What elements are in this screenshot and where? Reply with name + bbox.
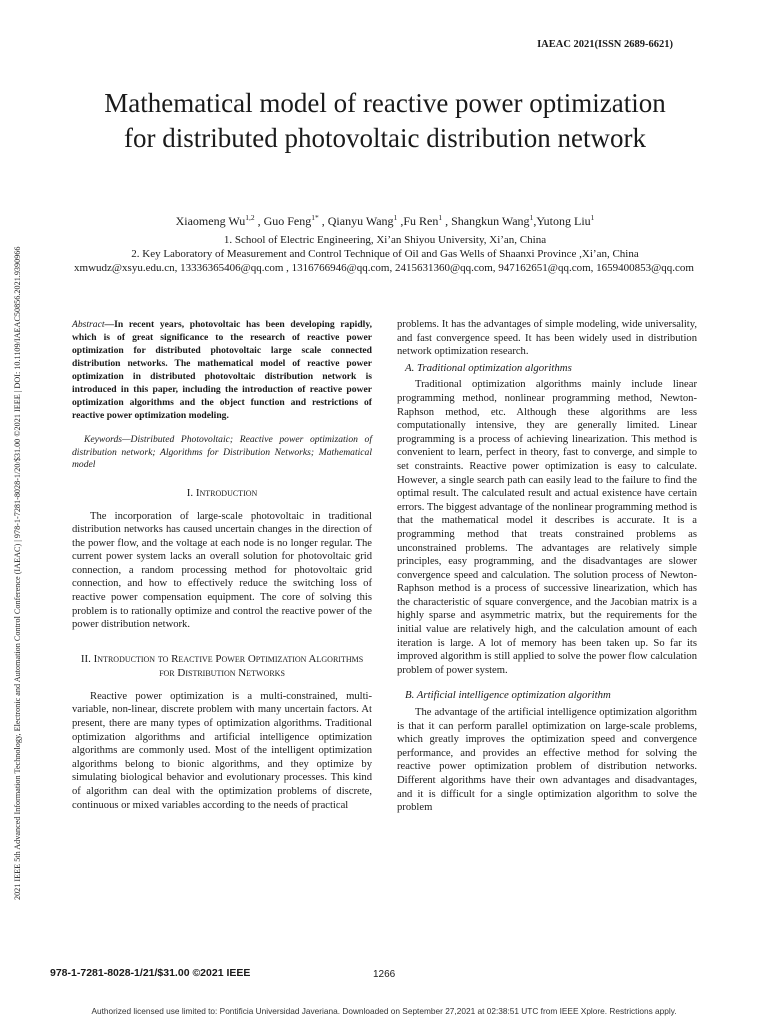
- affiliation-1: 1. School of Electric Engineering, Xi’an Shiyou University, Xi’an, China: [223, 234, 547, 246]
- author-separator: ,: [318, 214, 328, 228]
- author-affiliation-mark: 1: [590, 213, 595, 222]
- side-citation: 2021 IEEE 5th Advanced Information Technology, Electronic and Automation Control Conference (IAEAC) | 978-1-7281-8028-1/20/$31.00 ©2021 IEEE | DOI: 10.1109/IAEAC50856.2021.9390966: [13, 246, 22, 900]
- author-separator: ,: [442, 214, 452, 228]
- abstract: [72, 318, 372, 422]
- section-2-heading: II. Introduction to Reactive Power Optimization Algorithms for Distribution Networks: [80, 652, 364, 679]
- subsection-a-heading: A. Traditional optimization algorithms: [405, 361, 572, 374]
- author-affiliation-mark: 1*: [311, 213, 319, 222]
- section-1-heading: I. Introduction: [186, 486, 258, 499]
- abstract-text: —In recent years, photovoltaic has been developing rapidly, which is of great significance to the research of reactive power optimization for distributed photovoltaic large scale connected distribution networks. The mathematical model of reactive power optimization in distributed photovoltaic distribution network is introduced in this paper, including the introduction of reactive power optimization algorithms and the object function and restrictions of reactive power optimization modeling.: [72, 319, 372, 421]
- author-name: Yutong Liu: [536, 214, 591, 228]
- author-list: [60, 213, 710, 229]
- author-affiliation-mark: 1,2: [245, 213, 255, 222]
- author-name: Fu Ren: [403, 214, 439, 228]
- page-number: 1266: [373, 969, 396, 980]
- author-name: Shangkun Wang: [451, 214, 530, 228]
- author-separator: ,: [533, 214, 537, 228]
- footer-isbn: 978-1-7281-8028-1/21/$31.00 ©2021 IEEE: [50, 967, 251, 979]
- right-column: [397, 318, 697, 815]
- left-column: [72, 318, 372, 812]
- author-separator: ,: [397, 214, 404, 228]
- paper-title: Mathematical model of reactive power optimization for distributed photovoltaic distribution network: [104, 88, 666, 153]
- subsection-b-paragraph: The advantage of the artificial intelligence optimization algorithm is that it can perform parallel optimization on large-scale problems, which greatly improves the optimization speed and convergence performance, and provides an effective method for solving the reactive power optimization problem of distribution networks. Different algorithms have their own advantages and disadvantages, and it is difficult for a single optimization algorithm to solve the problem: [397, 707, 697, 814]
- subsection-b-heading: B. Artificial intelligence optimization algorithm: [405, 689, 611, 702]
- author-name: Guo Feng: [263, 214, 312, 228]
- author-emails: xmwudz@xsyu.edu.cn, 13336365406@qq.com , 1316766946@qq.com, 2415631360@qq.com, 947162651@qq.com, 1659400853@qq.com: [74, 262, 694, 274]
- keywords: Keywords—Distributed Photovoltaic; Reactive power optimization of distribution network; Algorithms for Distribution Networks; Mathematical model: [72, 434, 372, 470]
- continued-paragraph: problems. It has the advantages of simple modeling, wide universality, and fast convergence speed. It has been widely used in distribution network optimization research.: [397, 319, 697, 358]
- author-affiliation-mark: 1: [438, 213, 443, 222]
- header-reference: IAEAC 2021(ISSN 2689-6621): [537, 39, 673, 50]
- author-name: Qianyu Wang: [327, 214, 394, 228]
- author-name: Xiaomeng Wu: [175, 214, 246, 228]
- affiliation-2: 2. Key Laboratory of Measurement and Control Technique of Oil and Gas Wells of Shaanxi Province ,Xi’an, China: [131, 248, 639, 260]
- section-1-paragraph: The incorporation of large-scale photovoltaic in traditional distribution networks has caused uncertain changes in the direction of the power flow, and the voltage at each node is no longer regular. The current power system lacks an overall solution for photovoltaic grid connection, a random processing method for photovoltaic grid connection, and how to effectively reduce the switching loss of reactive power compensation equipment. The core of solving this problem is to rationally optimize and control the reactive power of the power distribution network.: [72, 510, 372, 631]
- section-2-paragraph: Reactive power optimization is a multi-constrained, multi-variable, non-linear, discrete problem with many uncertain factors. At present, there are many types of optimization algorithms. Traditional optimization algorithms and artificial intelligence optimization algorithms are commonly used. Most of the intelligent optimization algorithms belong to bionic algorithms, and they optimize by simulating biological behavior and evolutionary processes. This kind of algorithm can deal with the optimization problems of discrete, continuous or mixed variables according to the needs of practical: [72, 690, 372, 811]
- subsection-a-paragraph: Traditional optimization algorithms mainly include linear programming method, nonlinear programming method, Newton-Raphson method, etc. Although these algorithms are less computationally intensive, they are generally limited. Linear programming is a process of achieving linearization. This method is convenient to learn, perfect in theory, fast to converge, and simple to set constraints. Reactive power optimization is easy to calculate. However, a single search path can easily lead to the failure to find the optimal result. The calculated result and actual existence have certain errors. The biggest advantage of the nonlinear programming method is that the mathematical model it describes is accurate. It is a programming method that treats constrained problems as unconstrained problems. The advantages are relatively simple principles, easy programming, and the disadvantages are slower convergence speed and calculation. The solution process of Newton-Raphson method is a process of successive linearization, which has the characteristic of square convergence, and the Jacobian matrix is a highly sparse and asymmetric matrix, but the requirements for the initial value are relatively high, and the calculation amount of each iteration is large. A lot of memory has been taken up. So far its improved algorithm is still applied to solve the power flow calculation problem of power system.: [397, 379, 697, 676]
- license-notice: Authorized licensed use limited to: Pontificia Universidad Javeriana. Downloaded on September 27,2021 at 02:38:51 UTC from IEEE Xplore. Restrictions apply.: [91, 1006, 677, 1016]
- author-affiliation-mark: 1: [393, 213, 398, 222]
- author-affiliation-mark: 1: [529, 213, 534, 222]
- author-separator: ,: [254, 214, 264, 228]
- abstract-label: Abstract: [72, 319, 105, 330]
